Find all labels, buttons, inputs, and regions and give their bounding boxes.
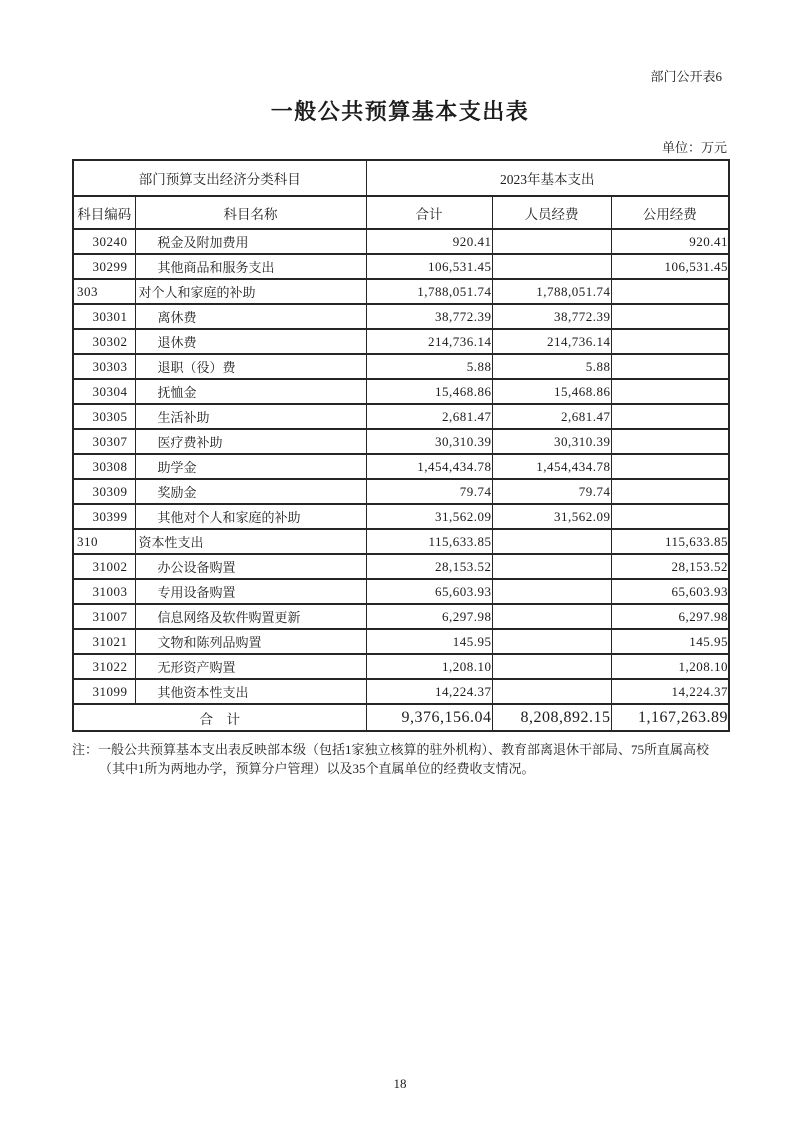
total-cell: 920.41 xyxy=(366,229,492,254)
subject-name-cell: 资本性支出 xyxy=(135,529,366,554)
subject-code-cell: 310 xyxy=(73,529,135,554)
public-cell xyxy=(611,429,729,454)
table-row xyxy=(73,579,729,604)
table-row xyxy=(73,554,729,579)
public-cell xyxy=(611,504,729,529)
table-row xyxy=(73,679,729,704)
table-row xyxy=(73,304,729,329)
note-line-2: （其中1所为两地办学，预算分户管理）以及35个直属单位的经费收支情况。 xyxy=(99,760,535,776)
total-cell: 30,310.39 xyxy=(366,429,492,454)
total-cell: 115,633.85 xyxy=(366,529,492,554)
table-row xyxy=(73,354,729,379)
doc-sheet-label: 部门公开表6 xyxy=(650,69,722,84)
personnel-cell: 38,772.39 xyxy=(492,304,611,329)
subject-code-cell: 31002 xyxy=(73,554,135,579)
subject-name-cell: 抚恤金 xyxy=(135,379,366,404)
personnel-cell: 214,736.14 xyxy=(492,329,611,354)
subject-code-cell: 30307 xyxy=(73,429,135,454)
public-cell xyxy=(611,479,729,504)
total-row xyxy=(73,704,729,731)
table-row xyxy=(73,279,729,304)
subject-code-cell: 30304 xyxy=(73,379,135,404)
subject-name-cell: 退休费 xyxy=(135,329,366,354)
note-line-1 xyxy=(72,741,728,760)
subject-name-cell: 退职（役）费 xyxy=(135,354,366,379)
public-cell: 145.95 xyxy=(611,629,729,654)
note-text xyxy=(72,741,728,779)
total-cell: 65,603.93 xyxy=(366,579,492,604)
total-cell: 1,208.10 xyxy=(366,654,492,679)
subject-name-cell: 其他商品和服务支出 xyxy=(135,254,366,279)
subject-name-cell: 办公设备购置 xyxy=(135,554,366,579)
subject-name-cell: 医疗费补助 xyxy=(135,429,366,454)
personnel-cell xyxy=(492,679,611,704)
public-cell xyxy=(611,279,729,304)
header-subject-code: 科目编码 xyxy=(73,196,135,229)
header-classification: 部门预算支出经济分类科目 xyxy=(73,160,366,196)
subject-name-cell: 文物和陈列品购置 xyxy=(135,629,366,654)
personnel-cell: 1,454,434.78 xyxy=(492,454,611,479)
total-cell: 106,531.45 xyxy=(366,254,492,279)
subject-name-cell: 专用设备购置 xyxy=(135,579,366,604)
subject-code-cell: 303 xyxy=(73,279,135,304)
header-personnel: 人员经费 xyxy=(492,196,611,229)
personnel-cell: 31,562.09 xyxy=(492,504,611,529)
header-2023-expenditure: 2023年基本支出 xyxy=(366,160,729,196)
subject-name-cell: 信息网络及软件购置更新 xyxy=(135,604,366,629)
total-cell: 1,454,434.78 xyxy=(366,454,492,479)
total-cell: 5.88 xyxy=(366,354,492,379)
personnel-cell xyxy=(492,554,611,579)
header-group-row xyxy=(73,160,729,196)
subject-name-cell: 对个人和家庭的补助 xyxy=(135,279,366,304)
total-personnel-cell: 8,208,892.15 xyxy=(492,704,611,731)
public-cell: 1,208.10 xyxy=(611,654,729,679)
table-row xyxy=(73,329,729,354)
public-cell: 6,297.98 xyxy=(611,604,729,629)
subject-code-cell: 30303 xyxy=(73,354,135,379)
subject-code-cell: 30302 xyxy=(73,329,135,354)
subject-code-cell: 30399 xyxy=(73,504,135,529)
public-cell: 28,153.52 xyxy=(611,554,729,579)
public-cell xyxy=(611,454,729,479)
total-cell: 15,468.86 xyxy=(366,379,492,404)
header-columns-row xyxy=(73,196,729,229)
personnel-cell xyxy=(492,529,611,554)
table-row xyxy=(73,654,729,679)
table-footer xyxy=(73,704,729,731)
table-row xyxy=(73,454,729,479)
public-cell xyxy=(611,354,729,379)
personnel-cell: 1,788,051.74 xyxy=(492,279,611,304)
table-row xyxy=(73,629,729,654)
personnel-cell: 30,310.39 xyxy=(492,429,611,454)
public-cell: 920.41 xyxy=(611,229,729,254)
total-public-cell: 1,167,263.89 xyxy=(611,704,729,731)
total-cell: 214,736.14 xyxy=(366,329,492,354)
subject-code-cell: 30240 xyxy=(73,229,135,254)
header-public-funds: 公用经费 xyxy=(611,196,729,229)
subject-code-cell: 30305 xyxy=(73,404,135,429)
table-row xyxy=(73,429,729,454)
subject-code-cell: 30301 xyxy=(73,304,135,329)
personnel-cell: 79.74 xyxy=(492,479,611,504)
personnel-cell: 2,681.47 xyxy=(492,404,611,429)
total-cell: 28,153.52 xyxy=(366,554,492,579)
budget-table xyxy=(72,159,730,732)
total-cell: 1,788,051.74 xyxy=(366,279,492,304)
public-cell xyxy=(611,304,729,329)
subject-code-cell: 31021 xyxy=(73,629,135,654)
subject-name-cell: 奖励金 xyxy=(135,479,366,504)
subject-name-cell: 其他对个人和家庭的补助 xyxy=(135,504,366,529)
total-cell: 6,297.98 xyxy=(366,604,492,629)
subject-code-cell: 31022 xyxy=(73,654,135,679)
note-prefix: 注： xyxy=(72,742,99,757)
table-row xyxy=(73,379,729,404)
subject-name-cell: 助学金 xyxy=(135,454,366,479)
total-cell: 79.74 xyxy=(366,479,492,504)
public-cell: 115,633.85 xyxy=(611,529,729,554)
table-header xyxy=(73,160,729,229)
table-row xyxy=(73,604,729,629)
subject-name-cell: 税金及附加费用 xyxy=(135,229,366,254)
table-row xyxy=(73,254,729,279)
total-cell: 31,562.09 xyxy=(366,504,492,529)
subject-code-cell: 31007 xyxy=(73,604,135,629)
total-cell: 145.95 xyxy=(366,629,492,654)
public-cell: 14,224.37 xyxy=(611,679,729,704)
header-total: 合计 xyxy=(366,196,492,229)
personnel-cell: 15,468.86 xyxy=(492,379,611,404)
subject-code-cell: 31099 xyxy=(73,679,135,704)
personnel-cell xyxy=(492,229,611,254)
subject-code-cell: 31003 xyxy=(73,579,135,604)
header-subject-name: 科目名称 xyxy=(135,196,366,229)
personnel-cell xyxy=(492,254,611,279)
unit-label: 单位：万元 xyxy=(661,140,727,155)
subject-name-cell: 生活补助 xyxy=(135,404,366,429)
personnel-cell xyxy=(492,629,611,654)
public-cell: 65,603.93 xyxy=(611,579,729,604)
total-cell: 2,681.47 xyxy=(366,404,492,429)
subject-code-cell: 30308 xyxy=(73,454,135,479)
total-label-cell: 合 计 xyxy=(73,704,366,731)
note-line-1-text: 一般公共预算基本支出表反映部本级（包括1家独立核算的驻外机构）、教育部离退休干部局、75所直属高校 xyxy=(98,742,710,757)
public-cell xyxy=(611,329,729,354)
public-cell xyxy=(611,379,729,404)
subject-name-cell: 无形资产购置 xyxy=(135,654,366,679)
personnel-cell xyxy=(492,579,611,604)
table-row xyxy=(73,529,729,554)
table-row xyxy=(73,504,729,529)
total-cell: 38,772.39 xyxy=(366,304,492,329)
personnel-cell: 5.88 xyxy=(492,354,611,379)
public-cell xyxy=(611,404,729,429)
table-row xyxy=(73,229,729,254)
public-cell: 106,531.45 xyxy=(611,254,729,279)
page-title: 一般公共预算基本支出表 xyxy=(270,99,530,124)
total-cell: 14,224.37 xyxy=(366,679,492,704)
table-row xyxy=(73,404,729,429)
subject-code-cell: 30309 xyxy=(73,479,135,504)
page-number: 18 xyxy=(393,1076,407,1091)
subject-name-cell: 其他资本性支出 xyxy=(135,679,366,704)
table-body xyxy=(73,229,729,704)
personnel-cell xyxy=(492,604,611,629)
table-row xyxy=(73,479,729,504)
total-sum-cell: 9,376,156.04 xyxy=(366,704,492,731)
subject-name-cell: 离休费 xyxy=(135,304,366,329)
subject-code-cell: 30299 xyxy=(73,254,135,279)
personnel-cell xyxy=(492,654,611,679)
